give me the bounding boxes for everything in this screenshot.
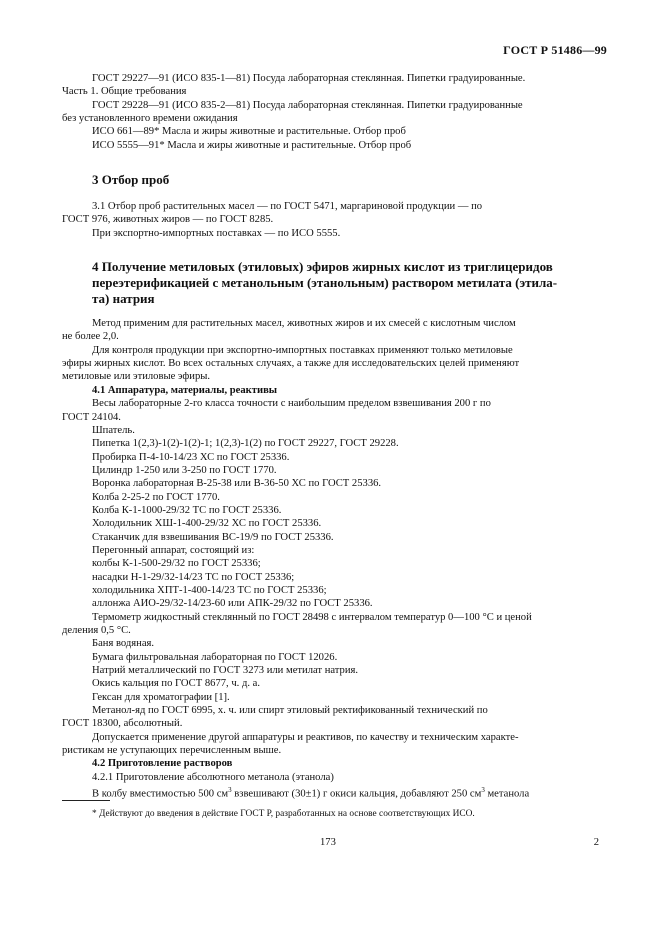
section-3-p2: При экспортно-импортных поставках — по ИСО 5555.: [92, 227, 341, 239]
equipment-item-continuation: ГОСТ 18300, абсолютный.: [62, 718, 183, 730]
equipment-item: Пипетка 1(2,3)-1(2)-1(2)-1; 1(2,3)-1(2) по ГОСТ 29227, ГОСТ 29228.: [92, 438, 399, 450]
equipment-item: Цилиндр 1-250 или 3-250 по ГОСТ 1770.: [92, 464, 277, 476]
document-body: [62, 72, 598, 801]
equipment-item: Натрий металлический по ГОСТ 3273 или метилат натрия.: [92, 665, 359, 677]
equipment-item: Колба К-1-1000-29/32 ТС по ГОСТ 25336.: [92, 504, 282, 516]
equipment-item-continuation: деления 0,5 °С.: [62, 625, 131, 636]
equipment-subitem: насадки Н-1-29/32-14/23 ТС по ГОСТ 25336;: [92, 571, 295, 583]
section-4-intro-1: Метод применим для растительных масел, животных жиров и их смесей с кислотным числом: [92, 318, 516, 330]
equipment-item: Колба 2-25-2 по ГОСТ 1770.: [92, 491, 220, 503]
section-4-title-line-2: переэтерификацией с метанольным (этанольным) раствором метилата (этила-: [92, 275, 558, 291]
ref-1-line: ГОСТ 29227—91 (ИСО 835-1—81) Посуда лабораторная стеклянная. Пипетки градуированные.: [92, 73, 526, 84]
equipment-item: Бумага фильтровальная лабораторная по ГОСТ 12026.: [92, 651, 338, 663]
section-4-intro-2-continuation-1: эфиры жирных кислот. Во всех остальных случаях, а также для исследовательских целей применяют: [62, 358, 520, 370]
footnote: * Действуют до введения в действие ГОСТ Р, разработанных на основе соответствующих ИСО.: [92, 809, 475, 819]
equipment-subitem: холодильника ХПТ-1-400-14/23 ТС по ГОСТ 25336;: [92, 584, 327, 596]
subsection-4-1-title: 4.1 Аппаратура, материалы, реактивы: [92, 384, 278, 396]
equipment-item: Метанол-яд по ГОСТ 6995, х. ч. или спирт этиловый ректификованный технический по: [92, 705, 488, 717]
section-4-intro-2: Для контроля продукции при экспортно-импортных поставках применяют только метиловые: [92, 344, 513, 356]
equipment-subitem: колбы К-1-500-29/32 по ГОСТ 25336;: [92, 558, 261, 570]
superscript-3: 3: [228, 786, 232, 795]
section-4-title-line-3: та) натрия: [92, 291, 155, 307]
equipment-note: Допускается применение другой аппаратуры и реактивов, по качеству и техническим характе-: [92, 731, 519, 743]
subsection-4-2-title: 4.2 Приготовление растворов: [92, 758, 233, 770]
section-4-intro-2-continuation-2: метиловые или этиловые эфиры.: [62, 371, 211, 383]
equipment-note-continuation: ристикам не уступающих перечисленным выше.: [62, 745, 282, 757]
ref-3-line: ИСО 661—89* Масла и жиры животные и растительные. Отбор проб: [92, 126, 406, 138]
section-3-p1: 3.1 Отбор проб растительных масел — по ГОСТ 5471, маргариновой продукции — по: [92, 201, 483, 213]
clause-text-part-b: взвешивают (30±1) г окиси кальция, добавляют 250 см: [231, 788, 482, 800]
clause-4-2-1-text: [62, 784, 598, 801]
equipment-item: Стаканчик для взвешивания ВС-19/9 по ГОСТ 25336.: [92, 531, 334, 543]
ref-2-continuation: без установленного времени ожидания: [62, 113, 238, 125]
equipment-item: Воронка лабораторная В-25-38 или В-36-50 ХС по ГОСТ 25336.: [92, 478, 382, 490]
document-code-header: ГОСТ Р 51486—99: [503, 43, 607, 57]
footnote-divider: [62, 800, 110, 801]
equipment-item: Баня водяная.: [92, 638, 155, 650]
section-3-title: 3 Отбор проб: [92, 172, 170, 188]
equipment-item: Гексан для хроматографии [1].: [92, 691, 230, 703]
equipment-item: Весы лабораторные 2-го класса точности с наибольшим пределом взвешивания 200 г по: [92, 398, 491, 410]
equipment-item: Холодильник ХШ-1-400-29/32 ХС по ГОСТ 25336.: [92, 518, 322, 530]
section-3-p1-continuation: ГОСТ 976, животных жиров — по ГОСТ 8285.: [62, 214, 274, 226]
section-4-title-line-1: 4 Получение метиловых (этиловых) эфиров жирных кислот из триглицеридов: [92, 259, 553, 275]
equipment-item: Шпатель.: [92, 424, 135, 436]
ref-2-line: ГОСТ 29228—91 (ИСО 835-2—81) Посуда лабораторная стеклянная. Пипетки градуированные: [92, 99, 523, 111]
clause-text-part-c: метанола: [484, 788, 530, 800]
equipment-item: Термометр жидкостный стеклянный по ГОСТ 28498 с интервалом температур 0—100 °С и ценой: [92, 611, 532, 623]
sheet-number: 2: [593, 837, 599, 848]
equipment-item: Перегонный аппарат, состоящий из:: [92, 544, 255, 556]
section-4-title: [62, 259, 598, 307]
page-number: 173: [320, 837, 336, 848]
equipment-item: Окись кальция по ГОСТ 8677, ч. д. а.: [92, 678, 260, 690]
equipment-subitem: аллонжа АИО-29/32-14/23-60 или АПК-29/32 по ГОСТ 25336.: [92, 598, 373, 610]
equipment-item-continuation: ГОСТ 24104.: [62, 411, 121, 423]
ref-4-line: ИСО 5555—91* Масла и жиры животные и растительные. Отбор проб: [92, 139, 412, 151]
equipment-item: Пробирка П-4-10-14/23 ХС по ГОСТ 25336.: [92, 451, 290, 463]
clause-text-part-a: В колбу вместимостью 500 см: [92, 788, 229, 800]
section-4-intro-1-continuation: не более 2,0.: [62, 331, 119, 343]
superscript-3: 3: [481, 786, 485, 795]
clause-4-2-1-title: 4.2.1 Приготовление абсолютного метанола (этанола): [92, 771, 334, 783]
ref-1-continuation: Часть 1. Общие требования: [62, 86, 187, 98]
